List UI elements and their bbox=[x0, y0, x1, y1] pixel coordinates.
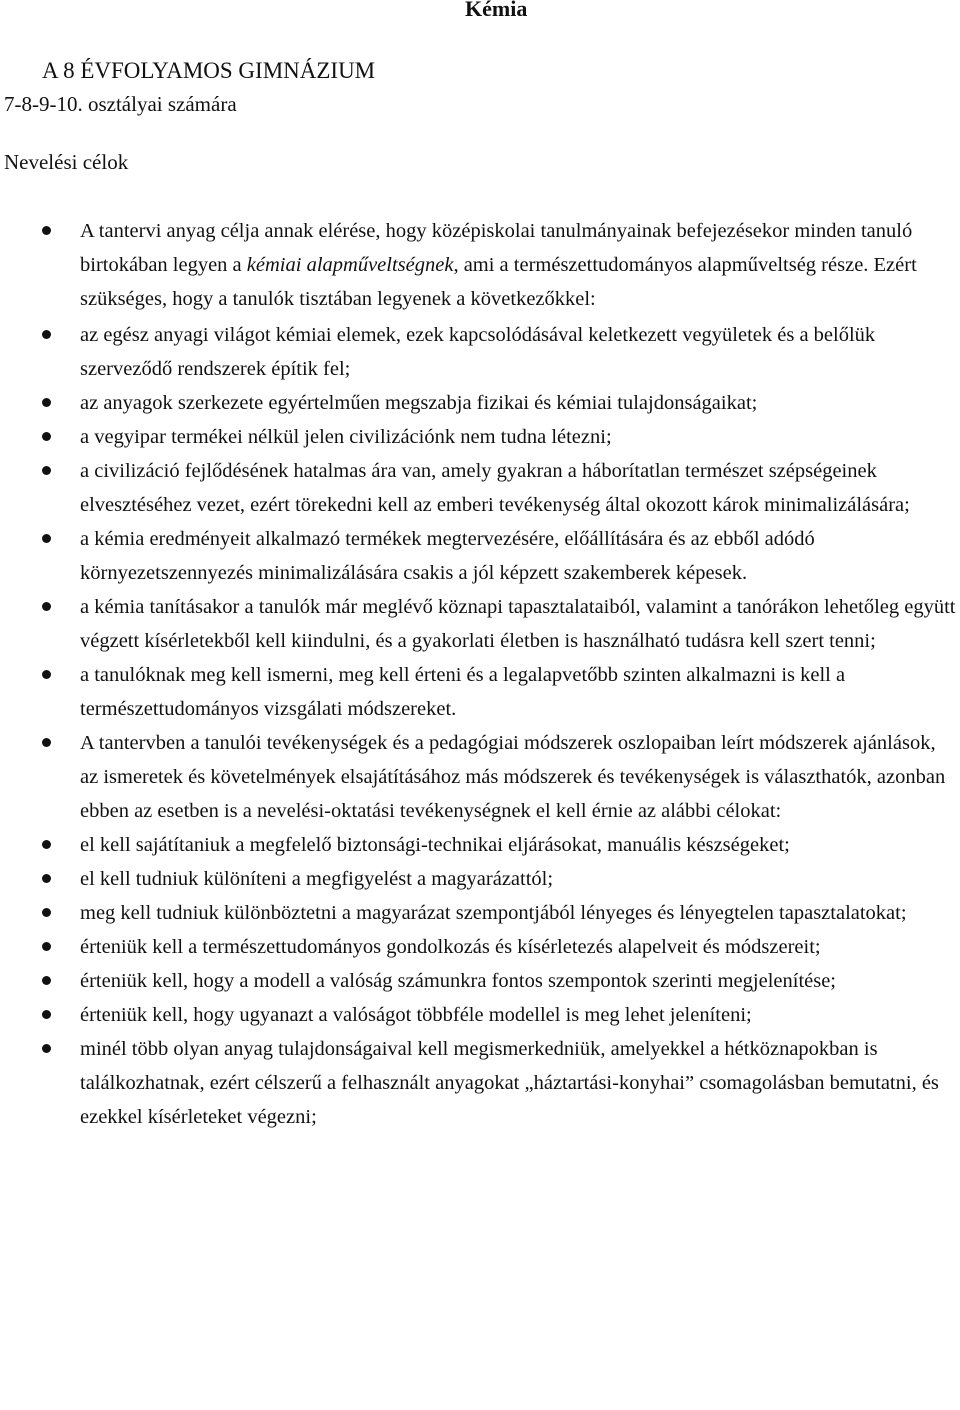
list-item: a tanulóknak meg kell ismerni, meg kell érteni és a legalapvetőbb szinten alkalmazni is kell a természettudományos vizsgálati módszereket. bbox=[0, 658, 960, 726]
list-item: a vegyipar termékei nélkül jelen civilizációnk nem tudna létezni; bbox=[0, 420, 960, 454]
list-item: A tantervben a tanulói tevékenységek és a pedagógiai módszerek oszlopaiban leírt módszerek ajánlások, az ismeretek és követelmények elsajátításához más módszerek és tevékenységek is választhatók, azonban ebben az esetben is a nevelési-oktatási tevékenységnek el kell érnie az alábbi célokat: bbox=[0, 726, 960, 828]
list-item: az egész anyagi világot kémiai elemek, ezek kapcsolódásával keletkezett vegyületek és a belőlük szerveződő rendszerek építik fel; bbox=[0, 318, 960, 386]
school-heading: A 8 ÉVFOLYAMOS GIMNÁZIUM bbox=[42, 58, 376, 83]
list-item: az anyagok szerkezete egyértelműen megszabja fizikai és kémiai tulajdonságaikat; bbox=[0, 386, 960, 420]
intro-text-1: A tantervi anyag célja annak elérése, hogy középiskolai tanulmányainak befejezésekor minden tanuló birtokában legyen a bbox=[80, 220, 913, 276]
goals-list bbox=[0, 214, 960, 1134]
list-item: meg kell tudniuk különböztetni a magyarázat szempontjából lényeges és lényegtelen tapasztalatokat; bbox=[0, 896, 960, 930]
list-item-intro bbox=[0, 214, 960, 316]
list-item: érteniük kell, hogy a modell a valóság számunkra fontos szempontok szerinti megjelenítése; bbox=[0, 964, 960, 998]
list-item: el kell sajátítaniuk a megfelelő biztonsági-technikai eljárásokat, manuális készségeket; bbox=[0, 828, 960, 862]
list-item: el kell tudniuk különíteni a megfigyelést a magyarázattól; bbox=[0, 862, 960, 896]
list-item: érteniük kell, hogy ugyanazt a valóságot többféle modellel is meg lehet jeleníteni; bbox=[0, 998, 960, 1032]
section-title: Nevelési célok bbox=[4, 150, 129, 174]
subject-title: Kémia bbox=[465, 0, 528, 21]
intro-emphasis: kémiai alapműveltségnek bbox=[246, 254, 454, 276]
intro-text-2: , ami a természettudományos alapműveltség része. Ezért szükséges, hogy a tanulók tisztában legyenek a következőkkel: bbox=[80, 254, 917, 310]
list-item: a kémia eredményeit alkalmazó termékek megtervezésére, előállítására és az ebből adódó környezetszennyezés minimalizálására csakis a jól képzett szakemberek képesek. bbox=[0, 522, 960, 590]
list-item: a civilizáció fejlődésének hatalmas ára van, amely gyakran a háborítatlan természet szépségeinek elvesztéséhez vezet, ezért törekedni kell az emberi tevékenység által okozott károk minimalizálására; bbox=[0, 454, 960, 522]
list-item: minél több olyan anyag tulajdonságaival kell megismerkedniük, amelyekkel a hétköznapokban is találkozhatnak, ezért célszerű a felhasznált anyagokat „háztartási-konyhai” csomagolásban bemutatni, és ezekkel kísérleteket végezni; bbox=[0, 1032, 960, 1134]
list-item: a kémia tanításakor a tanulók már meglévő köznapi tapasztalataiból, valamint a tanórákon lehetőleg együtt végzett kísérletekből kell kiindulni, és a gyakorlati életben is használható tudásra kell szert tenni; bbox=[0, 590, 960, 658]
list-item: érteniük kell a természettudományos gondolkozás és kísérletezés alapelveit és módszereit; bbox=[0, 930, 960, 964]
grades-subtitle: 7-8-9-10. osztályai számára bbox=[4, 92, 237, 116]
